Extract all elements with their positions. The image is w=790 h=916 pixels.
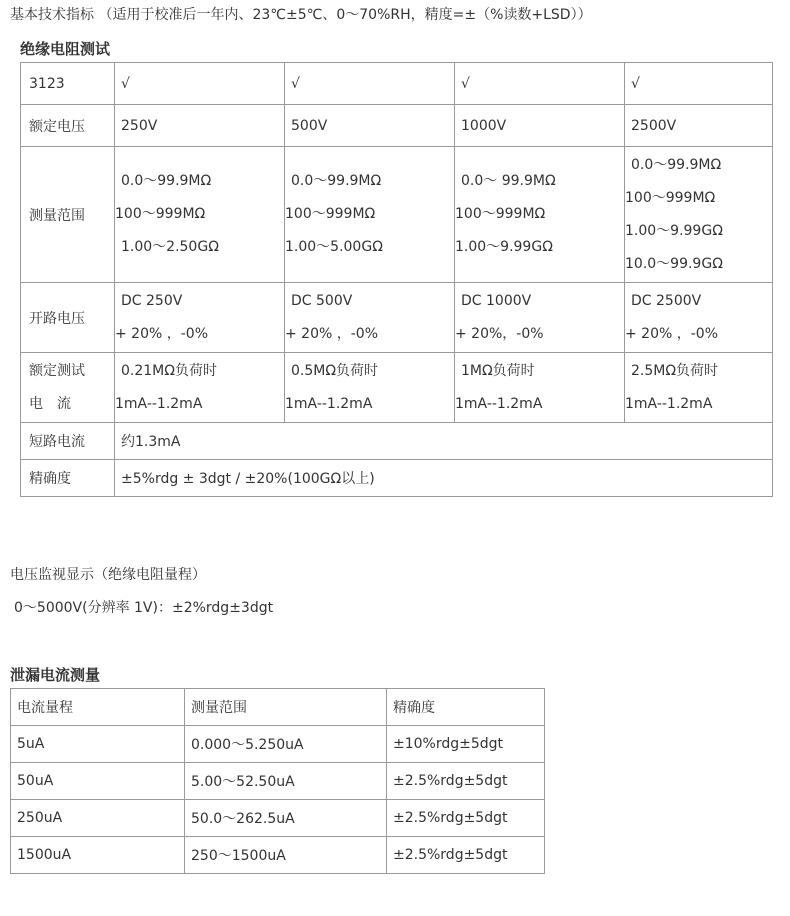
column-header: 测量范围 (185, 689, 387, 726)
check-mark: √ (455, 63, 625, 105)
rated-current-line: 2.5MΩ负荷时 (631, 362, 719, 379)
rated-current-line: 1mA--1.2mA (115, 395, 203, 412)
rated-voltage-cell: 250V (115, 105, 285, 147)
range-line: 1.00～2.50GΩ (121, 239, 219, 255)
table-cell: ±10%rdg±5dgt (387, 726, 545, 763)
row-label-measure-range: 测量范围 (21, 147, 115, 283)
table-row (21, 283, 773, 353)
table-row (21, 105, 773, 147)
range-line: 1.00～9.99GΩ (625, 222, 723, 239)
rated-voltage-cell: 500V (285, 105, 455, 147)
rated-current-line: 0.21MΩ负荷时 (121, 362, 217, 379)
table-cell: 50.0～262.5uA (185, 800, 387, 837)
voltage-monitor-title: 电压监视显示（绝缘电阻量程） (10, 567, 206, 583)
table-row (21, 147, 773, 283)
table-cell: ±2.5%rdg±5dgt (387, 800, 545, 837)
measure-range-cell (115, 147, 285, 283)
range-line: 0.0～ 99.9MΩ (461, 173, 556, 189)
measure-range-cell (625, 147, 773, 283)
rated-voltage-cell: 2500V (625, 105, 773, 147)
range-line: 0.0～99.9MΩ (631, 156, 722, 173)
table-header-row (11, 689, 545, 726)
rated-current-line: 1mA--1.2mA (285, 395, 373, 412)
open-voltage-line: + 20%，-0% (455, 325, 544, 342)
leakage-table (10, 688, 545, 874)
table-cell: 50uA (11, 763, 185, 800)
spec-heading: 基本技术指标 （适用于校准后一年内、23℃±5℃、0～70%RH，精度=±（%读数+LSD）） (10, 7, 592, 23)
row-label-accuracy: 精确度 (21, 460, 115, 497)
range-line: 100～999MΩ (625, 189, 716, 206)
rated-current-cell (625, 353, 773, 423)
table-cell: 250～1500uA (185, 837, 387, 874)
table-cell: 5.00～52.50uA (185, 763, 387, 800)
insulation-table (20, 62, 773, 497)
row-label-rated-voltage: 额定电压 (21, 105, 115, 147)
open-voltage-line: DC 1000V (461, 292, 532, 309)
open-voltage-line: + 20% ，-0% (115, 325, 209, 342)
column-header: 电流量程 (11, 689, 185, 726)
table-row (21, 423, 773, 460)
rated-current-cell (455, 353, 625, 423)
accuracy-cell: ±5%rdg ± 3dgt / ±20%(100GΩ以上) (115, 460, 773, 497)
range-line: 1.00～5.00GΩ (285, 239, 383, 255)
range-line: 100～999MΩ (115, 206, 206, 222)
short-current-cell: 约1.3mA (115, 423, 773, 460)
table-cell: 250uA (11, 800, 185, 837)
rated-current-line: 1mA--1.2mA (455, 395, 543, 412)
rated-voltage-cell: 1000V (455, 105, 625, 147)
rated-current-label-line: 电 流 (29, 395, 71, 412)
leakage-title: 泄漏电流测量 (10, 666, 101, 684)
rated-current-line: 1MΩ负荷时 (461, 362, 535, 379)
column-header: 精确度 (387, 689, 545, 726)
rated-current-cell (115, 353, 285, 423)
insulation-title: 绝缘电阻测试 (20, 40, 111, 58)
rated-current-line: 0.5MΩ负荷时 (291, 362, 379, 379)
table-row (21, 460, 773, 497)
table-row (21, 353, 773, 423)
table-row (11, 726, 545, 763)
model-label: 3123 (21, 63, 115, 105)
range-line: 0.0～99.9MΩ (291, 173, 382, 189)
range-line: 1.00～9.99GΩ (455, 239, 553, 255)
rated-current-cell (285, 353, 455, 423)
rated-current-label-line: 额定测试 (29, 362, 85, 379)
table-row (11, 837, 545, 874)
table-cell: ±2.5%rdg±5dgt (387, 837, 545, 874)
check-mark: √ (625, 63, 773, 105)
open-voltage-cell (455, 283, 625, 353)
check-mark: √ (285, 63, 455, 105)
table-cell: 0.000～5.250uA (185, 726, 387, 763)
table-row (21, 63, 773, 105)
check-mark: √ (115, 63, 285, 105)
table-row (11, 800, 545, 837)
measure-range-cell (285, 147, 455, 283)
open-voltage-cell (115, 283, 285, 353)
open-voltage-cell (285, 283, 455, 353)
open-voltage-line: DC 500V (291, 292, 353, 309)
range-line: 0.0～99.9MΩ (121, 173, 212, 189)
range-line: 100～999MΩ (455, 206, 546, 222)
range-line: 100～999MΩ (285, 206, 376, 222)
row-label-short-current: 短路电流 (21, 423, 115, 460)
row-label-rated-current (21, 353, 115, 423)
table-row (11, 763, 545, 800)
open-voltage-line: DC 250V (121, 292, 183, 309)
rated-current-line: 1mA--1.2mA (625, 395, 713, 412)
open-voltage-line: + 20% ，-0% (625, 325, 719, 342)
voltage-monitor-value: 0～5000V(分辨率 1V)：±2%rdg±3dgt (14, 600, 274, 616)
table-cell: 1500uA (11, 837, 185, 874)
row-label-open-voltage: 开路电压 (21, 283, 115, 353)
table-cell: 5uA (11, 726, 185, 763)
range-line: 10.0～99.9GΩ (625, 255, 723, 272)
open-voltage-line: + 20% ，-0% (285, 325, 379, 342)
measure-range-cell (455, 147, 625, 283)
open-voltage-cell (625, 283, 773, 353)
open-voltage-line: DC 2500V (631, 292, 702, 309)
table-cell: ±2.5%rdg±5dgt (387, 763, 545, 800)
